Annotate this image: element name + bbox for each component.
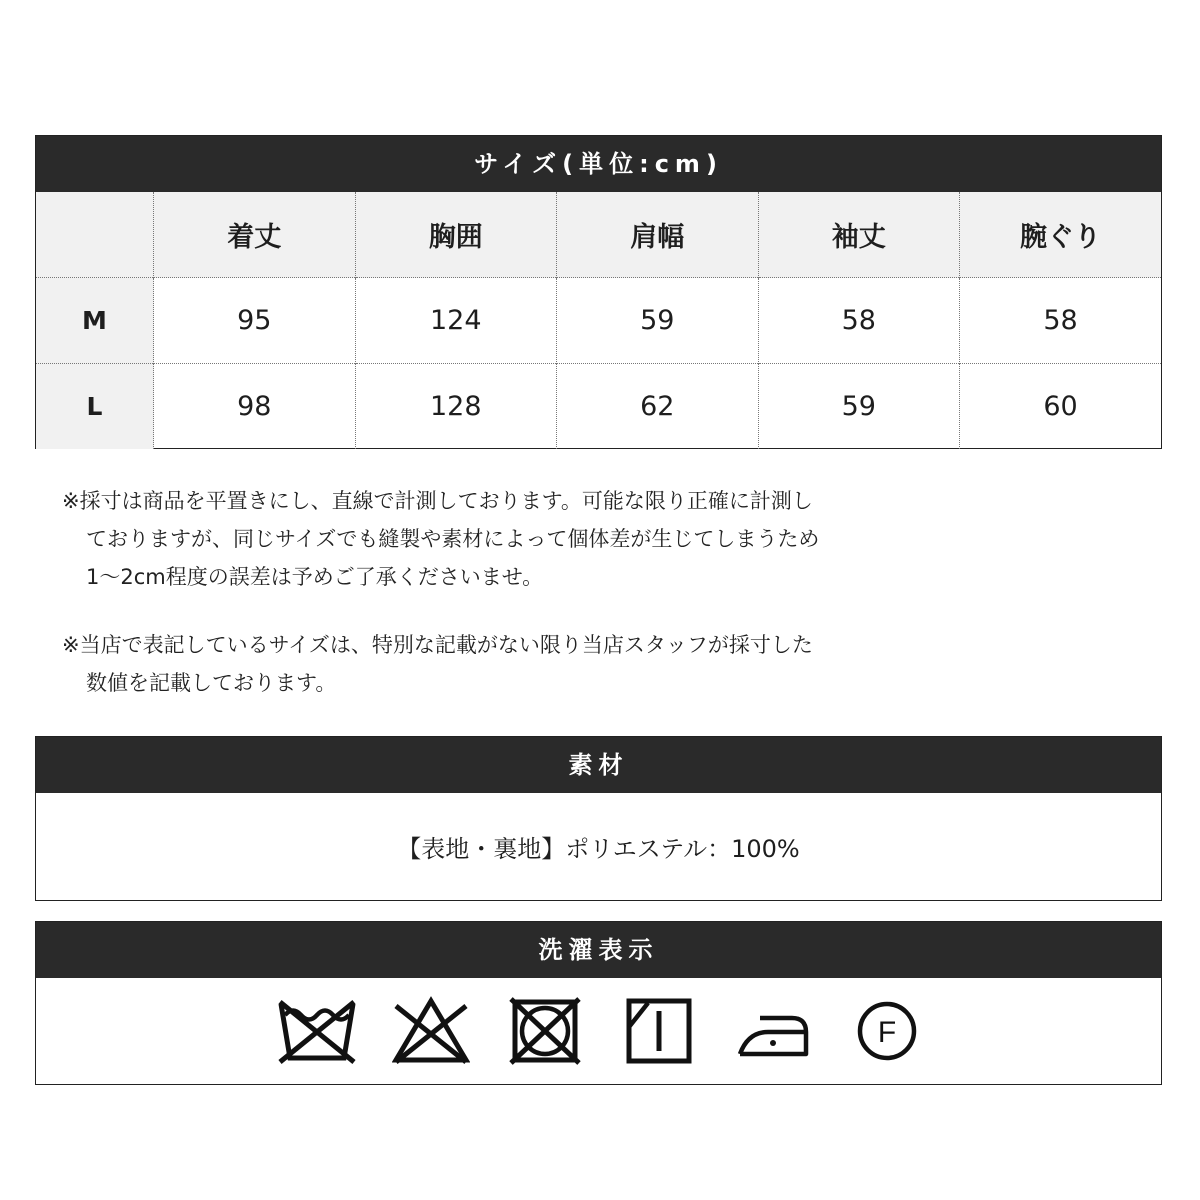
do-not-wash-icon — [278, 996, 356, 1066]
size-label: M — [36, 278, 154, 364]
dry-clean-f-icon — [848, 996, 926, 1066]
iron-low-icon — [734, 996, 812, 1066]
header-length: 着丈 — [154, 192, 356, 278]
care-label-panel — [35, 921, 1162, 1085]
note-line: ※当店で表記しているサイズは、特別な記載がない限り当店スタッフが採寸した — [62, 633, 813, 657]
material-title: 素材 — [36, 737, 1161, 793]
header-armhole: 腕ぐり — [960, 192, 1162, 278]
care-icons-row — [36, 978, 1161, 1084]
note-line: 1〜2cm程度の誤差は予めご了承くださいませ。 — [86, 565, 544, 589]
material-panel — [35, 736, 1162, 901]
size-table — [36, 192, 1161, 449]
size-chart-panel — [35, 135, 1162, 449]
table-cell: 59 — [557, 278, 759, 364]
table-cell: 124 — [355, 278, 557, 364]
do-not-bleach-icon — [392, 996, 470, 1066]
table-cell: 128 — [355, 364, 557, 450]
size-label: L — [36, 364, 154, 450]
table-cell: 58 — [960, 278, 1162, 364]
do-not-tumble-dry-icon — [506, 996, 584, 1066]
size-source-note — [62, 626, 813, 702]
table-cell: 95 — [154, 278, 356, 364]
header-chest: 胸囲 — [355, 192, 557, 278]
size-chart-title: サイズ(単位:cm) — [36, 136, 1161, 192]
header-shoulder: 肩幅 — [557, 192, 759, 278]
table-cell: 59 — [758, 364, 960, 450]
material-content: 【表地・裏地】ポリエステル：100% — [397, 835, 800, 863]
care-label-title: 洗濯表示 — [36, 922, 1161, 978]
table-cell: 98 — [154, 364, 356, 450]
line-dry-icon — [620, 996, 698, 1066]
table-cell: 62 — [557, 364, 759, 450]
table-cell: 60 — [960, 364, 1162, 450]
measurement-note — [62, 482, 819, 596]
note-line: 数値を記載しております。 — [86, 671, 337, 695]
table-cell: 58 — [758, 278, 960, 364]
table-row — [36, 278, 1161, 364]
note-line: ※採寸は商品を平置きにし、直線で計測しております。可能な限り正確に計測し — [62, 489, 813, 513]
header-corner — [36, 192, 154, 278]
dry-clean-letter: F — [877, 1016, 896, 1049]
note-line: ておりますが、同じサイズでも縫製や素材によって個体差が生じてしまうため — [86, 527, 820, 551]
table-row — [36, 364, 1161, 450]
header-sleeve: 袖丈 — [758, 192, 960, 278]
size-table-header-row — [36, 192, 1161, 278]
